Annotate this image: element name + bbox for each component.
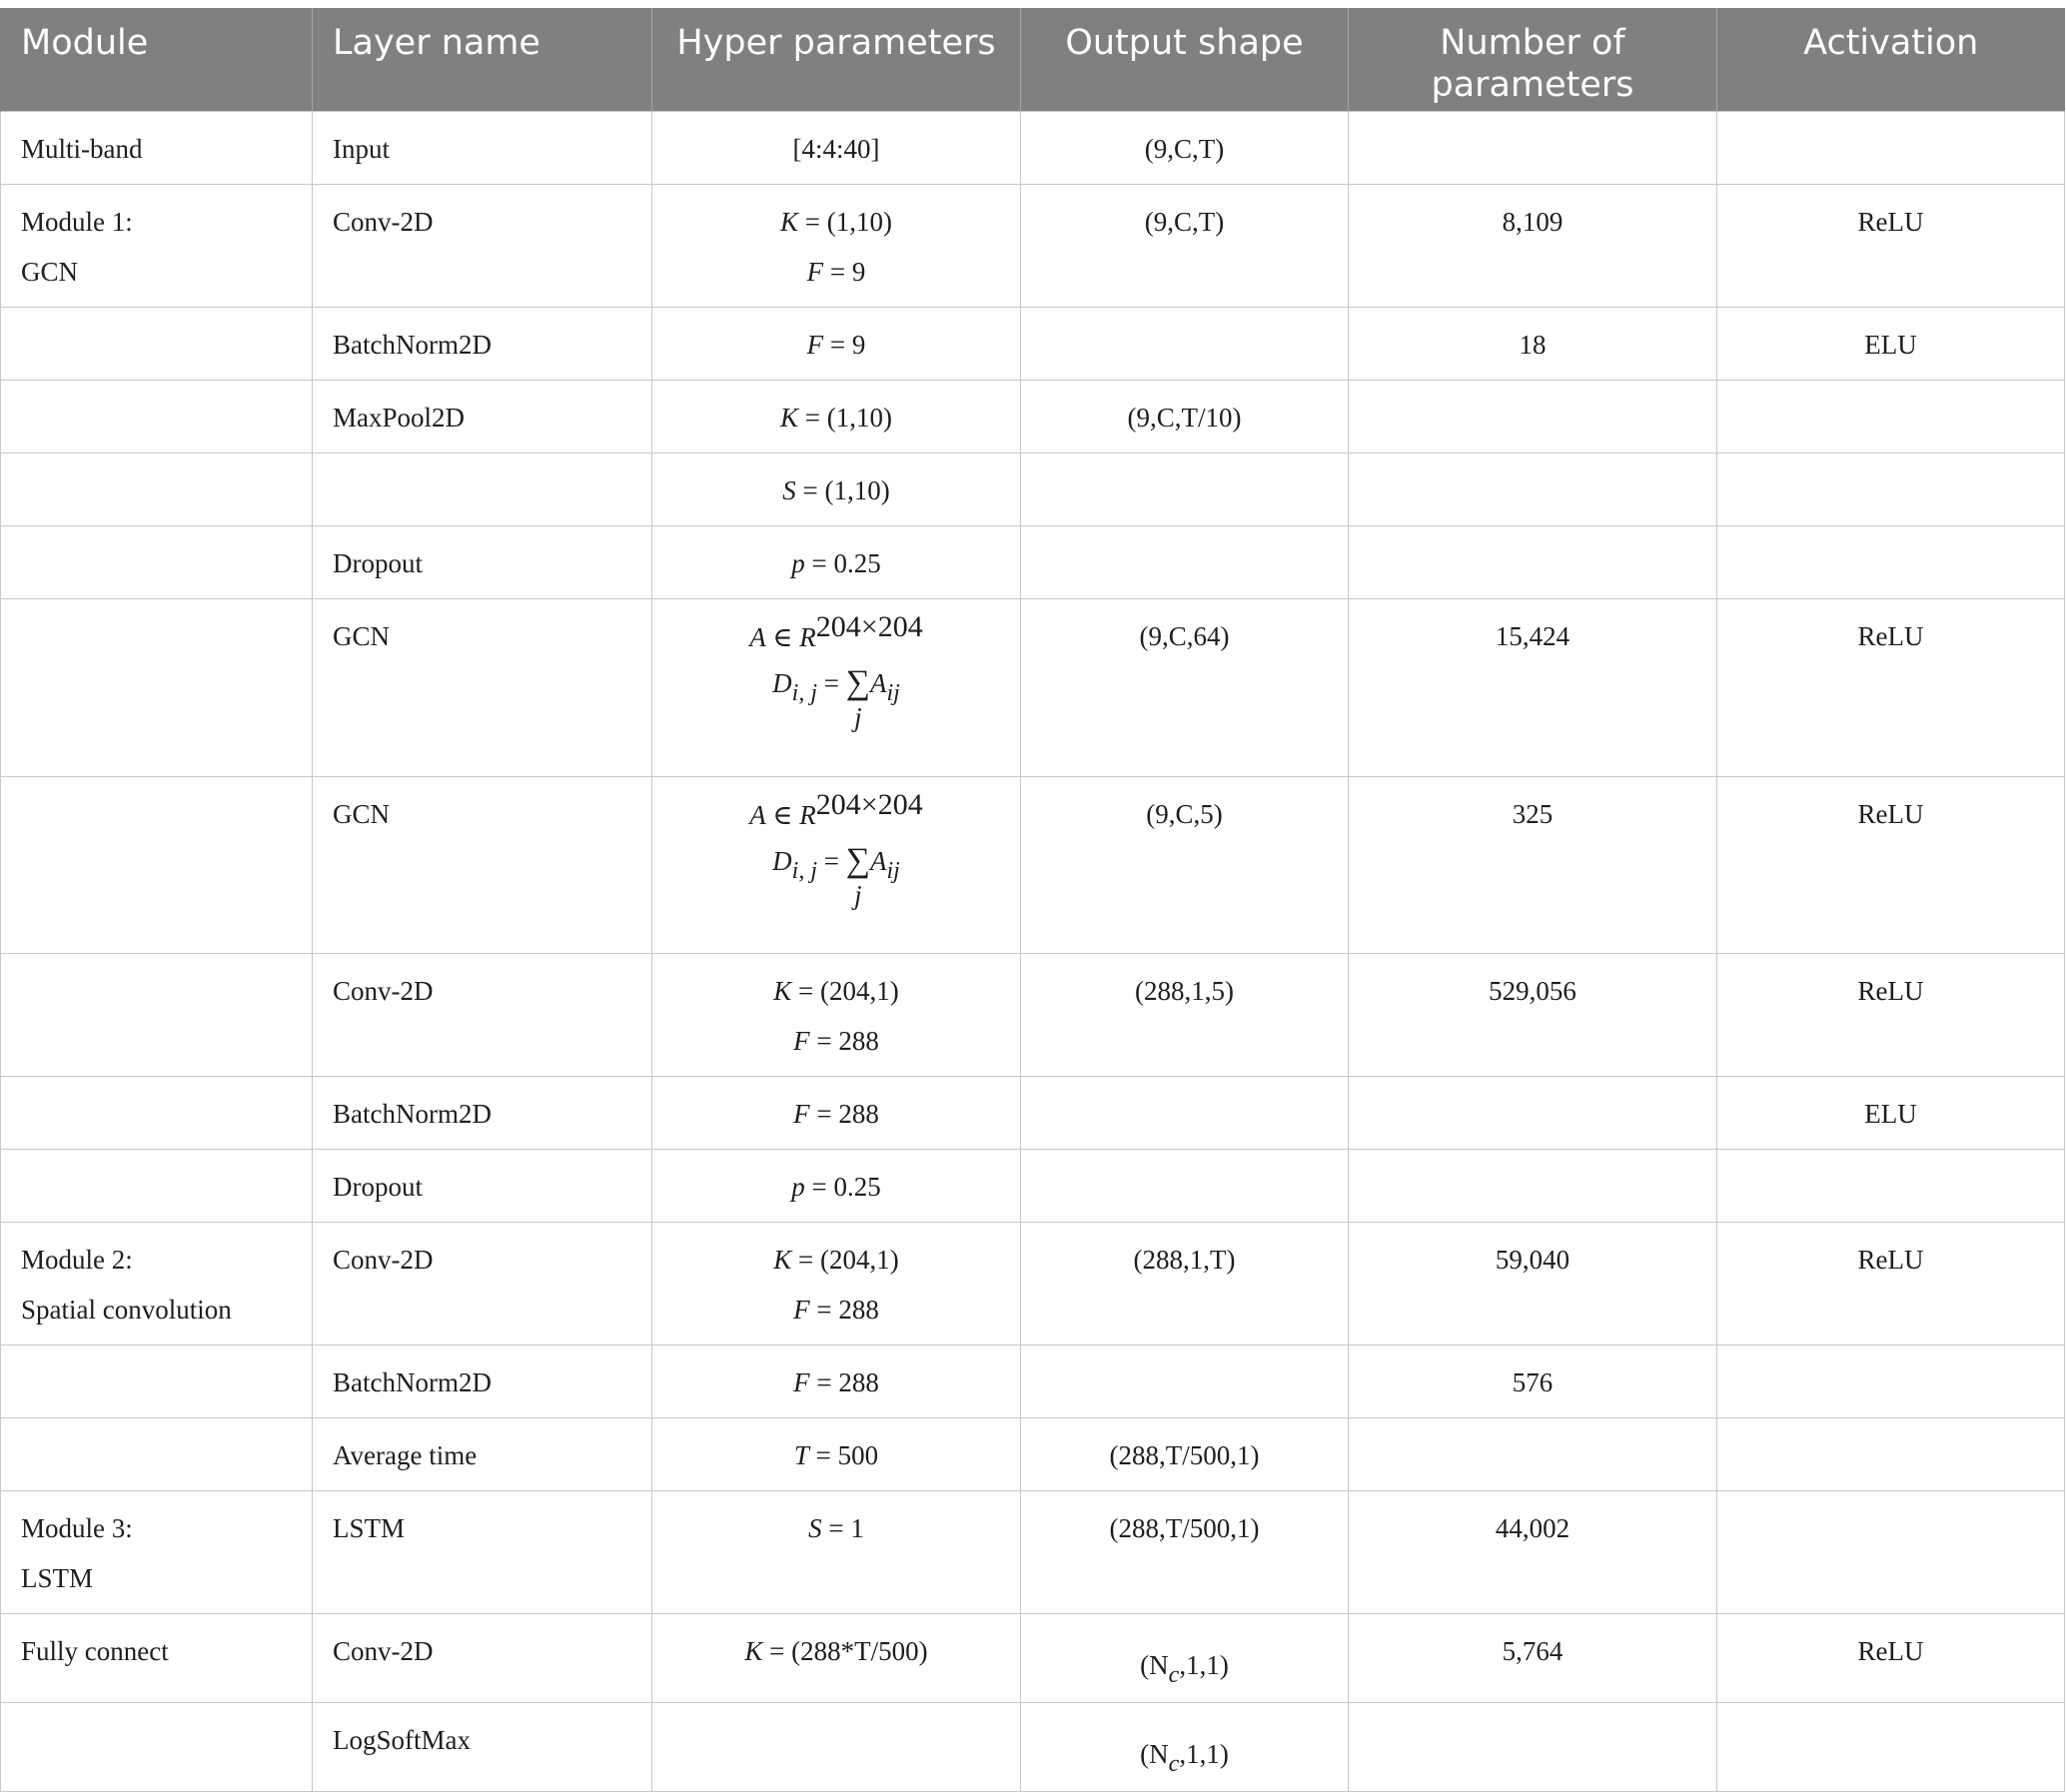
output-cell	[1021, 1702, 1349, 1791]
hyper-cell	[652, 1149, 1021, 1222]
hyper-var: T	[793, 1439, 809, 1470]
hyper-val: = 1	[821, 1512, 864, 1543]
hyper-val: = 288	[809, 1025, 879, 1056]
output-cell: (288,1,5)	[1021, 953, 1349, 1076]
hyper-val: = (288*T/500)	[762, 1635, 928, 1666]
hyper-val: = 0.25	[804, 547, 881, 578]
architecture-table	[0, 8, 2065, 1792]
header-output-shape: Output shape	[1021, 8, 1349, 111]
hyper-var: p	[791, 547, 805, 578]
output-cell	[1021, 1076, 1349, 1149]
formula-var: A	[869, 845, 887, 876]
output-subscript: c	[1168, 1750, 1180, 1777]
table-row	[1, 111, 2065, 184]
module-cell	[1, 776, 313, 953]
sigma-symbol: ∑	[845, 663, 870, 701]
hyper-cell	[652, 1613, 1021, 1702]
layer-cell: GCN	[313, 776, 652, 953]
module-cell	[1, 1149, 313, 1222]
formula-subscript: i, j	[791, 679, 817, 706]
formula-symbol: =	[817, 667, 846, 698]
hyper-cell	[652, 380, 1021, 452]
hyper-cell: [4:4:40]	[652, 111, 1021, 184]
layer-cell: Conv-2D	[313, 1613, 652, 1702]
hyper-var: K	[780, 402, 799, 433]
output-cell: (288,T/500,1)	[1021, 1490, 1349, 1613]
module-line2: LSTM	[21, 1562, 94, 1593]
activation-cell	[1717, 1344, 2065, 1417]
header-params-line1: Number of	[1440, 23, 1625, 63]
header-hyper-parameters: Hyper parameters	[652, 8, 1021, 111]
params-cell: 18	[1349, 307, 1717, 380]
activation-cell	[1717, 1149, 2065, 1222]
hyper-var: K	[780, 206, 799, 237]
table-row	[1, 598, 2065, 776]
hyper-val: = 9	[823, 256, 866, 287]
header-row	[1, 8, 2065, 111]
module-line2: Spatial convolution	[21, 1294, 232, 1325]
header-module: Module	[1, 8, 313, 111]
formula-subscript: i, j	[791, 857, 817, 884]
hyper-val: = (1,10)	[798, 402, 892, 433]
header-layer-name: Layer name	[313, 8, 652, 111]
activation-cell	[1717, 525, 2065, 598]
layer-cell: BatchNorm2D	[313, 1076, 652, 1149]
table-row	[1, 184, 2065, 307]
module-line2: GCN	[21, 256, 79, 287]
sum-index: j	[854, 701, 862, 732]
output-cell	[1021, 452, 1349, 525]
hyper-cell	[652, 1490, 1021, 1613]
params-cell	[1349, 1417, 1717, 1490]
hyper-line1	[652, 197, 1020, 247]
hyper-cell	[652, 1344, 1021, 1417]
hyper-var: F	[793, 1098, 810, 1129]
module-line1: Module 1:	[21, 206, 133, 237]
hyper-val: = (1,10)	[795, 474, 890, 505]
layer-cell: Conv-2D	[313, 184, 652, 307]
params-cell: 59,040	[1349, 1222, 1717, 1344]
table-row	[1, 1490, 2065, 1613]
module-cell	[1, 452, 313, 525]
table-row	[1, 1149, 2065, 1222]
module-cell	[1, 1344, 313, 1417]
activation-cell	[1717, 1702, 2065, 1791]
output-cell: (9,C,T)	[1021, 184, 1349, 307]
formula-symbol: ∈	[765, 799, 800, 830]
output-cell	[1021, 307, 1349, 380]
module-cell	[1, 307, 313, 380]
sum-block	[846, 841, 870, 909]
params-cell: 325	[1349, 776, 1717, 953]
activation-cell: ReLU	[1717, 184, 2065, 307]
output-cell	[1021, 1149, 1349, 1222]
output-cell: (288,1,T)	[1021, 1222, 1349, 1344]
hyper-val: = (204,1)	[791, 975, 899, 1006]
module-cell	[1, 1222, 313, 1344]
formula-symbol: ∈	[765, 621, 800, 652]
formula-superscript: 204×204	[815, 787, 923, 821]
hyper-cell	[652, 307, 1021, 380]
output-cell	[1021, 1613, 1349, 1702]
params-cell: 15,424	[1349, 598, 1717, 776]
table-row	[1, 1613, 2065, 1702]
table-row	[1, 1702, 2065, 1791]
layer-cell: Dropout	[313, 1149, 652, 1222]
header-params-line2: parameters	[1431, 65, 1634, 105]
layer-cell: BatchNorm2D	[313, 1344, 652, 1417]
module-cell: Fully connect	[1, 1613, 313, 1702]
activation-cell	[1717, 452, 2065, 525]
params-cell: 8,109	[1349, 184, 1717, 307]
module-cell	[1, 380, 313, 452]
layer-cell: LogSoftMax	[313, 1702, 652, 1791]
hyper-var: F	[806, 256, 824, 287]
hyper-var: K	[773, 1244, 792, 1275]
params-cell	[1349, 1702, 1717, 1791]
params-cell: 529,056	[1349, 953, 1717, 1076]
sum-block	[846, 663, 870, 731]
layer-cell: GCN	[313, 598, 652, 776]
header-number-of-parameters	[1349, 8, 1717, 111]
hyper-cell	[652, 525, 1021, 598]
module-line1: Module 3:	[21, 1512, 133, 1543]
table-row	[1, 1417, 2065, 1490]
output-text: ,1,1)	[1179, 1649, 1229, 1680]
activation-cell: ReLU	[1717, 953, 2065, 1076]
hyper-cell	[652, 776, 1021, 953]
output-cell: (9,C,T/10)	[1021, 380, 1349, 452]
formula-superscript: 204×204	[815, 609, 923, 643]
table-row	[1, 380, 2065, 452]
activation-cell	[1717, 1417, 2065, 1490]
module-cell	[1, 1490, 313, 1613]
activation-cell	[1717, 380, 2065, 452]
sigma-symbol: ∑	[845, 841, 870, 879]
hyper-var: K	[744, 1635, 763, 1666]
module-cell	[1, 1076, 313, 1149]
module-line1: Module 2:	[21, 1244, 133, 1275]
output-cell: (288,T/500,1)	[1021, 1417, 1349, 1490]
params-cell: 44,002	[1349, 1490, 1717, 1613]
params-cell	[1349, 111, 1717, 184]
hyper-var: K	[773, 975, 792, 1006]
hyper-var: F	[793, 1294, 810, 1325]
formula-var: A	[749, 799, 766, 830]
hyper-cell	[652, 1702, 1021, 1791]
hyper-cell	[652, 452, 1021, 525]
formula-var: A	[869, 667, 887, 698]
module-cell	[1, 598, 313, 776]
output-cell: (9,C,5)	[1021, 776, 1349, 953]
output-text: (N	[1140, 1649, 1169, 1680]
hyper-val: = 0.25	[804, 1171, 881, 1202]
layer-cell: LSTM	[313, 1490, 652, 1613]
module-cell	[1, 1702, 313, 1791]
hyper-var: F	[793, 1366, 810, 1397]
module-cell	[1, 525, 313, 598]
params-cell	[1349, 525, 1717, 598]
output-subscript: c	[1168, 1661, 1180, 1688]
hyper-var: S	[808, 1512, 822, 1543]
adjacency-formula	[652, 789, 1020, 841]
layer-cell: MaxPool2D	[313, 380, 652, 452]
hyper-val: = (1,10)	[798, 206, 892, 237]
module-cell	[1, 953, 313, 1076]
activation-cell: ELU	[1717, 307, 2065, 380]
activation-cell: ReLU	[1717, 1222, 2065, 1344]
layer-cell: Average time	[313, 1417, 652, 1490]
formula-var: D	[772, 845, 792, 876]
formula-var: R	[799, 621, 816, 652]
sum-index: j	[854, 879, 862, 910]
output-cell	[1021, 1344, 1349, 1417]
hyper-val: = 288	[809, 1098, 879, 1129]
params-cell: 576	[1349, 1344, 1717, 1417]
degree-formula	[652, 841, 1020, 909]
activation-cell	[1717, 1490, 2065, 1613]
hyper-line1	[652, 966, 1020, 1016]
hyper-line2	[652, 247, 1020, 297]
table-row	[1, 1076, 2065, 1149]
module-cell	[1, 184, 313, 307]
activation-cell: ReLU	[1717, 1613, 2065, 1702]
activation-cell: ReLU	[1717, 776, 2065, 953]
hyper-cell	[652, 1076, 1021, 1149]
activation-cell	[1717, 111, 2065, 184]
table-row	[1, 1344, 2065, 1417]
hyper-var: F	[806, 329, 824, 360]
hyper-val: = (204,1)	[791, 1244, 899, 1275]
layer-cell: BatchNorm2D	[313, 307, 652, 380]
layer-cell: Dropout	[313, 525, 652, 598]
hyper-cell	[652, 184, 1021, 307]
layer-cell: Conv-2D	[313, 1222, 652, 1344]
formula-symbol: =	[817, 845, 846, 876]
hyper-cell	[652, 1222, 1021, 1344]
hyper-val: = 9	[823, 329, 866, 360]
module-cell: Multi-band	[1, 111, 313, 184]
activation-cell: ELU	[1717, 1076, 2065, 1149]
hyper-var: p	[791, 1171, 805, 1202]
output-cell	[1021, 525, 1349, 598]
adjacency-formula	[652, 611, 1020, 663]
output-text: ,1,1)	[1179, 1738, 1229, 1769]
table-row	[1, 525, 2065, 598]
params-cell	[1349, 1149, 1717, 1222]
degree-formula	[652, 663, 1020, 731]
activation-cell: ReLU	[1717, 598, 2065, 776]
hyper-line1	[652, 1235, 1020, 1285]
layer-cell: Input	[313, 111, 652, 184]
formula-subscript: ij	[886, 679, 900, 706]
output-cell: (9,C,T)	[1021, 111, 1349, 184]
hyper-line2	[652, 1016, 1020, 1066]
module-cell	[1, 1417, 313, 1490]
layer-cell	[313, 452, 652, 525]
table-row	[1, 1222, 2065, 1344]
table-row	[1, 776, 2065, 953]
hyper-val: = 288	[809, 1294, 879, 1325]
formula-var: D	[772, 667, 792, 698]
formula-var: R	[799, 799, 816, 830]
output-cell: (9,C,64)	[1021, 598, 1349, 776]
layer-cell: Conv-2D	[313, 953, 652, 1076]
header-activation: Activation	[1717, 8, 2065, 111]
hyper-line2	[652, 1285, 1020, 1335]
hyper-var: F	[793, 1025, 810, 1056]
hyper-val: = 288	[809, 1366, 879, 1397]
params-cell	[1349, 1076, 1717, 1149]
formula-var: A	[749, 621, 766, 652]
hyper-cell	[652, 598, 1021, 776]
hyper-cell	[652, 1417, 1021, 1490]
params-cell	[1349, 452, 1717, 525]
output-text: (N	[1140, 1738, 1169, 1769]
table-row	[1, 307, 2065, 380]
hyper-cell	[652, 953, 1021, 1076]
hyper-var: S	[782, 474, 796, 505]
hyper-val: = 500	[808, 1439, 879, 1470]
table-row	[1, 452, 2065, 525]
table-row	[1, 953, 2065, 1076]
formula-subscript: ij	[886, 857, 900, 884]
params-cell: 5,764	[1349, 1613, 1717, 1702]
params-cell	[1349, 380, 1717, 452]
